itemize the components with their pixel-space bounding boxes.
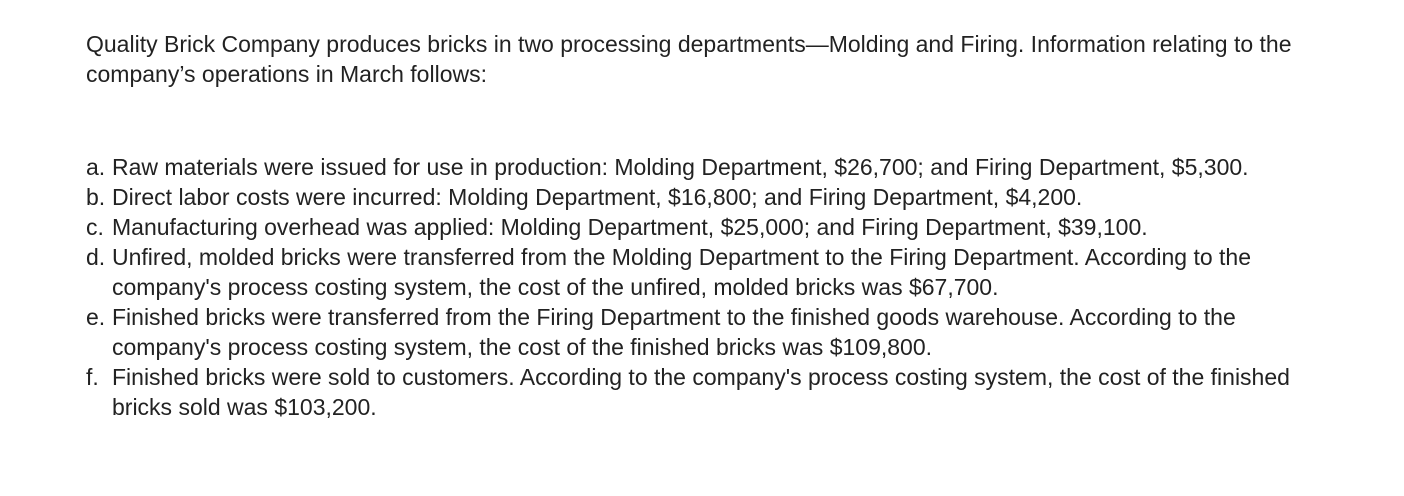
item-letter: e. [86,304,106,330]
item-letter: a. [86,154,106,180]
intro-paragraph: Quality Brick Company produces bricks in two processing departments—Molding and Firing. Information relating to the company’s operations in March follows: [86,31,1292,87]
transaction-item-e [86,302,1326,362]
transaction-item-f [86,362,1326,422]
transaction-item-b [86,182,1326,212]
transaction-item-a [86,152,1326,182]
item-text: Finished bricks were sold to customers. According to the company's process costing system, the cost of the finished bricks sold was $103,200. [112,364,1290,420]
item-letter: b. [86,184,106,210]
item-letter: d. [86,244,106,270]
item-letter: c. [86,214,104,240]
item-text: Finished bricks were transferred from the Firing Department to the finished goods warehouse. According to the company's process costing system, the cost of the finished bricks was $109,800. [112,304,1236,360]
transaction-list [86,152,1326,422]
transaction-item-d [86,242,1326,302]
item-text: Raw materials were issued for use in production: Molding Department, $26,700; and Firing Department, $5,300. [112,154,1249,180]
item-letter: f. [86,364,99,390]
item-text: Manufacturing overhead was applied: Molding Department, $25,000; and Firing Department, $39,100. [112,214,1148,240]
item-text: Direct labor costs were incurred: Molding Department, $16,800; and Firing Department, $4,200. [112,184,1083,210]
item-text: Unfired, molded bricks were transferred from the Molding Department to the Firing Department. According to the company's process costing system, the cost of the unfired, molded bricks was $67,700. [112,244,1252,300]
transaction-item-c [86,212,1326,242]
